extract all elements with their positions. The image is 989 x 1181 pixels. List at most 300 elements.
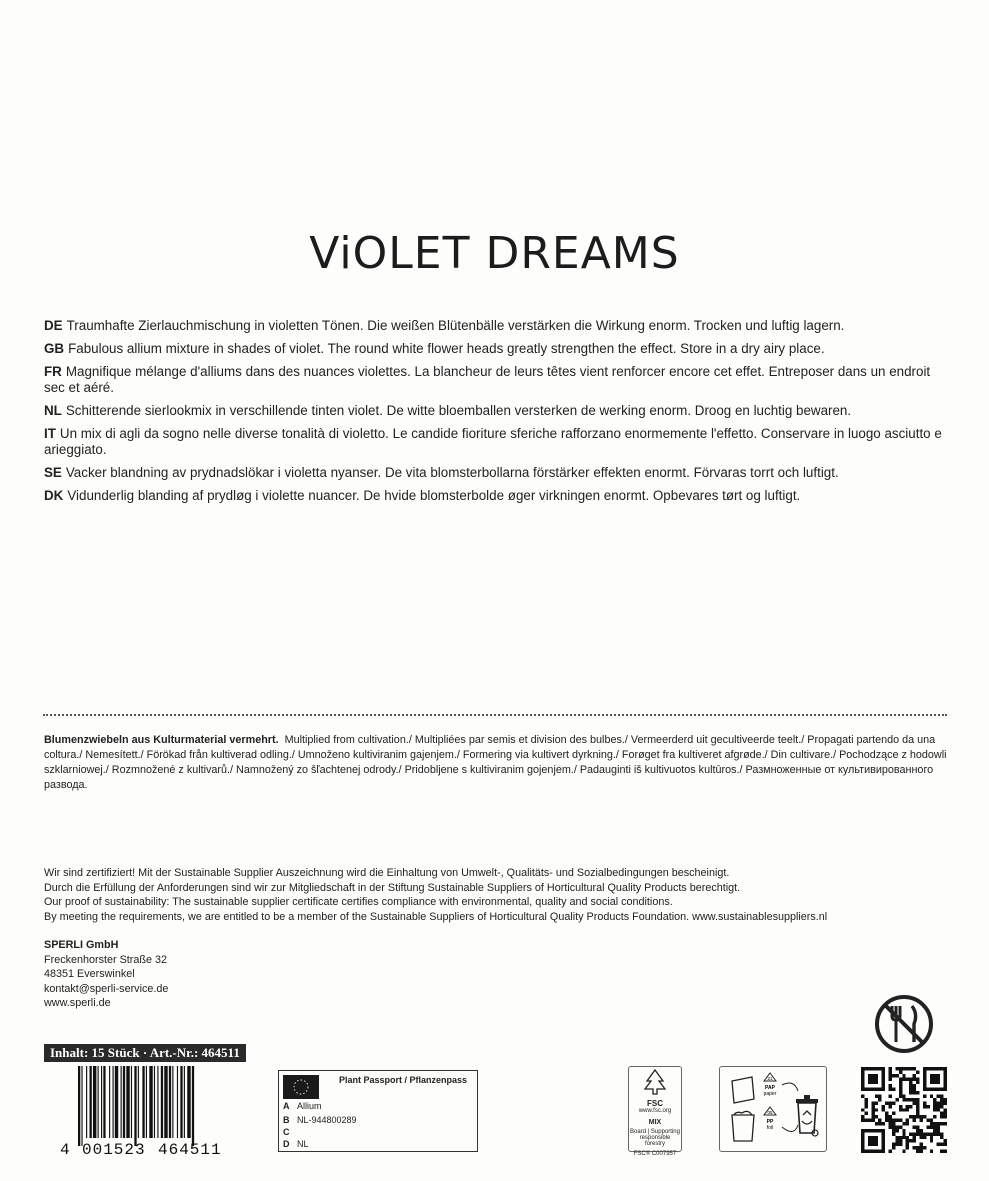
qr-module [861, 1088, 864, 1091]
qr-module [892, 1132, 895, 1135]
qr-module [889, 1077, 892, 1080]
description-it [44, 426, 949, 458]
qr-module [895, 1136, 898, 1139]
qr-module [906, 1119, 909, 1122]
qr-module [902, 1067, 905, 1070]
qr-module [861, 1136, 864, 1139]
qr-module [930, 1125, 933, 1128]
certification-line: Our proof of sustainability: The sustainable supplier certificate certifies compliance with environmental, quality and social conditions. [44, 896, 673, 908]
qr-module [909, 1077, 912, 1080]
qr-module [909, 1088, 912, 1091]
qr-module [899, 1136, 902, 1139]
qr-module [871, 1088, 874, 1091]
passport-row-d [283, 1139, 309, 1149]
qr-module [882, 1074, 885, 1077]
barcode-bar [86, 1066, 87, 1138]
qr-module [899, 1067, 902, 1070]
qr-module [933, 1088, 936, 1091]
qr-module [944, 1067, 947, 1070]
qr-module [933, 1105, 936, 1108]
fsc-code: FSC® C007957 [633, 1151, 677, 1157]
qr-module [875, 1081, 878, 1084]
qr-module [868, 1136, 871, 1139]
qr-module [906, 1067, 909, 1070]
qr-module [899, 1139, 902, 1142]
qr-module [864, 1119, 867, 1122]
qr-module [940, 1101, 943, 1104]
qr-module [902, 1136, 905, 1139]
qr-module [937, 1081, 940, 1084]
qr-module [940, 1115, 943, 1118]
qr-module [937, 1077, 940, 1080]
qr-module [926, 1067, 929, 1070]
qr-module [909, 1091, 912, 1094]
qr-module [882, 1084, 885, 1087]
qr-module [923, 1067, 926, 1070]
qr-module [916, 1129, 919, 1132]
description-fr [44, 364, 949, 396]
qr-module [899, 1105, 902, 1108]
qr-module [871, 1081, 874, 1084]
qr-module [937, 1101, 940, 1104]
qr-module [861, 1108, 864, 1111]
qr-module [909, 1081, 912, 1084]
foil-recycle-number: 05 [767, 1110, 773, 1115]
barcode-digits-right: 464511 [158, 1141, 222, 1156]
barcode-bar [161, 1066, 163, 1138]
qr-module [889, 1101, 892, 1104]
certification-line: By meeting the requirements, we are entitled to be a member of the Sustainable Suppliers of Horticultural Quality Products Foundation. www.sustainablesuppliers.nl [44, 910, 828, 923]
qr-module [923, 1077, 926, 1080]
qr-module [892, 1074, 895, 1077]
qr-module [944, 1143, 947, 1146]
qr-module [944, 1150, 947, 1153]
qr-module [871, 1101, 874, 1104]
barcode-bar [109, 1066, 110, 1138]
plant-passport [278, 1070, 478, 1152]
qr-module [892, 1143, 895, 1146]
qr-module [923, 1105, 926, 1108]
qr-module [861, 1115, 864, 1118]
qr-module [864, 1105, 867, 1108]
qr-module [885, 1119, 888, 1122]
qr-module [916, 1070, 919, 1073]
fsc-mix: MIX [648, 1119, 662, 1126]
qr-module [889, 1105, 892, 1108]
paper-label: paper [763, 1091, 777, 1097]
qr-module [861, 1077, 864, 1080]
recycle-bin-icon [796, 1095, 818, 1136]
qr-module [889, 1150, 892, 1153]
qr-module [906, 1146, 909, 1149]
arrow-icon [782, 1083, 798, 1091]
qr-module [864, 1150, 867, 1153]
qr-module [923, 1084, 926, 1087]
eu-flag-icon [283, 1075, 319, 1099]
qr-module [892, 1101, 895, 1104]
paper-sleeve-icon [732, 1077, 754, 1103]
qr-module [916, 1105, 919, 1108]
qr-module [906, 1108, 909, 1111]
qr-module [919, 1150, 922, 1153]
qr-module [878, 1067, 881, 1070]
qr-module [933, 1115, 936, 1118]
qr-module [926, 1105, 929, 1108]
qr-module [902, 1129, 905, 1132]
qr-module [930, 1088, 933, 1091]
qr-module [940, 1150, 943, 1153]
foil-code: PP [766, 1119, 774, 1125]
qr-module [868, 1088, 871, 1091]
qr-module [899, 1119, 902, 1122]
passport-key: B [283, 1115, 290, 1125]
qr-module [875, 1136, 878, 1139]
certification-line: Wir sind zertifiziert! Mit der Sustainable Supplier Auszeichnung wird die Einhaltung von Umwelt-, Qualitäts- und Sozialbedingungen bescheinigt. [44, 867, 730, 879]
qr-module [940, 1088, 943, 1091]
barcode [58, 1066, 238, 1156]
qr-module [899, 1081, 902, 1084]
qr-module [899, 1088, 902, 1091]
qr-module [909, 1098, 912, 1101]
barcode-bar [142, 1066, 144, 1138]
language-code: FR [44, 364, 62, 379]
qr-module [913, 1067, 916, 1070]
qr-module [944, 1084, 947, 1087]
qr-module [944, 1074, 947, 1077]
barcode-bar [126, 1066, 129, 1138]
certification-note [44, 866, 949, 924]
qr-module [882, 1067, 885, 1070]
qr-module [940, 1067, 943, 1070]
qr-module [919, 1129, 922, 1132]
qr-module [892, 1125, 895, 1128]
qr-module [878, 1095, 881, 1098]
qr-module [940, 1143, 943, 1146]
language-code: IT [44, 426, 56, 441]
qr-module [895, 1074, 898, 1077]
qr-module [913, 1146, 916, 1149]
qr-module [889, 1125, 892, 1128]
qr-module [861, 1119, 864, 1122]
description-se [44, 465, 949, 481]
qr-module [875, 1115, 878, 1118]
qr-module [933, 1074, 936, 1077]
barcode-bar [98, 1066, 99, 1138]
qr-module [882, 1136, 885, 1139]
qr-module [882, 1105, 885, 1108]
address-web: www.sperli.de [44, 997, 111, 1009]
barcode-bar [177, 1066, 178, 1138]
description-de [44, 318, 949, 334]
qr-module [923, 1095, 926, 1098]
address-street: Freckenhorster Straße 32 [44, 953, 168, 966]
qr-module [875, 1088, 878, 1091]
qr-module [875, 1139, 878, 1142]
qr-module [913, 1074, 916, 1077]
description-gb [44, 341, 949, 357]
language-code: DK [44, 488, 64, 503]
qr-module [916, 1091, 919, 1094]
qr-module [861, 1143, 864, 1146]
qr-module [875, 1067, 878, 1070]
qr-module [864, 1088, 867, 1091]
barcode-bar [115, 1066, 118, 1138]
qr-module [930, 1132, 933, 1135]
qr-module [923, 1132, 926, 1135]
qr-module [868, 1119, 871, 1122]
barcode-bar [187, 1066, 190, 1138]
qr-module [937, 1132, 940, 1135]
qr-module [871, 1074, 874, 1077]
qr-module [882, 1139, 885, 1142]
qr-module [944, 1101, 947, 1104]
qr-module [889, 1122, 892, 1125]
qr-module [913, 1088, 916, 1091]
description-dk [44, 488, 949, 504]
qr-module [913, 1077, 916, 1080]
qr-module [899, 1108, 902, 1111]
passport-row-b [283, 1115, 357, 1125]
qr-module [933, 1108, 936, 1111]
qr-module [871, 1112, 874, 1115]
qr-module [916, 1098, 919, 1101]
qr-module [902, 1108, 905, 1111]
qr-module [923, 1136, 926, 1139]
barcode-bar [157, 1066, 158, 1138]
qr-module [919, 1136, 922, 1139]
address-email: kontakt@sperli-service.de [44, 982, 169, 995]
foil-label: foil [766, 1125, 774, 1131]
qr-module [909, 1067, 912, 1070]
qr-module [875, 1129, 878, 1132]
qr-module [902, 1098, 905, 1101]
qr-module [944, 1115, 947, 1118]
barcode-bar [134, 1066, 136, 1146]
qr-module [868, 1074, 871, 1077]
qr-code [861, 1067, 947, 1153]
description-nl [44, 403, 949, 419]
content-label: Inhalt: 15 Stück · Art.-Nr.: 464511 [44, 1044, 246, 1062]
barcode-bar [81, 1066, 82, 1146]
qr-module [882, 1122, 885, 1125]
qr-module [878, 1088, 881, 1091]
qr-module [889, 1084, 892, 1087]
qr-module [889, 1115, 892, 1118]
qr-module [878, 1122, 881, 1125]
qr-module [875, 1122, 878, 1125]
language-code: GB [44, 341, 65, 356]
qr-module [916, 1077, 919, 1080]
qr-module [937, 1122, 940, 1125]
qr-module [933, 1129, 936, 1132]
qr-module [944, 1098, 947, 1101]
qr-module [906, 1098, 909, 1101]
qr-module [875, 1108, 878, 1111]
qr-module [892, 1119, 895, 1122]
qr-module [861, 1081, 864, 1084]
qr-module [889, 1070, 892, 1073]
language-code: SE [44, 465, 62, 480]
qr-module [944, 1081, 947, 1084]
barcode-bar [103, 1066, 105, 1138]
qr-module [940, 1105, 943, 1108]
cultivation-text: Multiplied from cultivation./ Multipliées par semis et division des bulbes./ Vermeerderd uit gecultiveerde teelt./ Propagati partendo da una coltura./ Nemesített./ Förökad från kultiverad odling./ Umnoženo kultiviranim gajenjem./ Formering via kultivert dyrkning./ Forøget fra kultiveret afgrøde./ Din cultivare./ Pochodzące z hodowli szklarniowej./ Rozmnožené z kultivarů./ Namnožený zo šľachtenej odrody./ Pridobljene s kultiviranim gojenjem./ Padauginti iš kultivuotos kultūros./ Размноженные от культивированного развода. [44, 734, 947, 791]
qr-module [937, 1129, 940, 1132]
qr-module [895, 1067, 898, 1070]
qr-module [937, 1088, 940, 1091]
qr-module [906, 1105, 909, 1108]
qr-module [875, 1095, 878, 1098]
paper-code: PAP [765, 1085, 775, 1091]
qr-module [916, 1132, 919, 1135]
qr-module [875, 1077, 878, 1080]
barcode-bar [90, 1066, 92, 1138]
qr-module [916, 1146, 919, 1149]
qr-module [940, 1095, 943, 1098]
barcode-digits-left: 001523 [82, 1141, 146, 1156]
qr-module [919, 1143, 922, 1146]
qr-module [933, 1098, 936, 1101]
qr-module [882, 1132, 885, 1135]
qr-module [895, 1143, 898, 1146]
passport-title: Plant Passport / Pflanzenpass [339, 1075, 468, 1085]
certification-line: Durch die Erfüllung der Anforderungen sind wir zur Mitgliedschaft in der Stiftung Sustainable Suppliers of Horticultural Quality Products berechtigt. [44, 881, 741, 894]
company-name: SPERLI GmbH [44, 939, 119, 951]
recycling-info [719, 1066, 827, 1152]
barcode-bar [172, 1066, 173, 1138]
barcode-bar [149, 1066, 152, 1138]
qr-module [926, 1088, 929, 1091]
paper-recycle-number: 21 [767, 1076, 773, 1081]
qr-module [923, 1101, 926, 1104]
qr-module [889, 1074, 892, 1077]
qr-module [861, 1095, 864, 1098]
qr-module [933, 1067, 936, 1070]
qr-module [868, 1129, 871, 1132]
qr-module [875, 1101, 878, 1104]
description-text: Schitterende sierlookmix in verschillende tinten violet. De witte bloemballen versterken de werking enorm. Droog en luchtig bewaren. [65, 403, 852, 418]
qr-module [913, 1115, 916, 1118]
product-title: ViOLET DREAMS [309, 228, 680, 279]
qr-module [933, 1081, 936, 1084]
qr-module [940, 1098, 943, 1101]
qr-module [940, 1122, 943, 1125]
qr-module [892, 1129, 895, 1132]
cultivation-note [44, 733, 949, 793]
description-list [44, 318, 949, 511]
qr-module [902, 1074, 905, 1077]
qr-module [930, 1122, 933, 1125]
fsc-line1: Board | Supporting [630, 1129, 680, 1135]
qr-module [878, 1129, 881, 1132]
qr-module [882, 1143, 885, 1146]
qr-module [871, 1143, 874, 1146]
qr-module [926, 1125, 929, 1128]
barcode-bar [78, 1066, 80, 1146]
qr-module [864, 1129, 867, 1132]
qr-module [909, 1139, 912, 1142]
qr-module [913, 1084, 916, 1087]
qr-module [864, 1098, 867, 1101]
qr-module [930, 1139, 933, 1142]
qr-module [885, 1101, 888, 1104]
qr-module [940, 1132, 943, 1135]
qr-module [899, 1125, 902, 1128]
qr-module [906, 1122, 909, 1125]
qr-module [909, 1105, 912, 1108]
qr-module [926, 1119, 929, 1122]
qr-module [940, 1112, 943, 1115]
qr-module [871, 1119, 874, 1122]
qr-module [916, 1150, 919, 1153]
qr-module [906, 1136, 909, 1139]
qr-module [885, 1112, 888, 1115]
barcode-bar [131, 1066, 132, 1138]
qr-module [895, 1129, 898, 1132]
qr-module [930, 1081, 933, 1084]
barcode-bar [180, 1066, 182, 1138]
qr-module [871, 1115, 874, 1118]
qr-module [861, 1146, 864, 1149]
description-text: Fabulous allium mixture in shades of violet. The round white flower heads greatly strengthen the effect. Store in a dry airy place. [68, 341, 825, 356]
qr-module [871, 1139, 874, 1142]
qr-module [933, 1122, 936, 1125]
barcode-bar [184, 1066, 185, 1138]
address-city: 48351 Everswinkel [44, 968, 135, 980]
qr-module [899, 1091, 902, 1094]
fsc-name: FSC [647, 1099, 663, 1108]
bag-icon [732, 1111, 754, 1141]
language-code: NL [44, 403, 62, 418]
fsc-tree-icon [629, 1067, 681, 1097]
qr-module [930, 1067, 933, 1070]
qr-module [861, 1070, 864, 1073]
qr-module [892, 1088, 895, 1091]
passport-value: Allium [297, 1101, 322, 1111]
qr-module [926, 1132, 929, 1135]
passport-value: NL-944800289 [297, 1115, 357, 1125]
qr-module [909, 1132, 912, 1135]
description-text: Vidunderlig blanding af prydløg i violette nuancer. De hvide blomsterbolde øger virkningen enormt. Opbevares tørt og luftigt. [67, 488, 801, 503]
qr-module [882, 1150, 885, 1153]
barcode-bar [169, 1066, 171, 1138]
qr-module [892, 1146, 895, 1149]
qr-module [889, 1088, 892, 1091]
barcode-bar [101, 1066, 102, 1138]
description-text: Traumhafte Zierlauchmischung in violetten Tönen. Die weißen Blütenbälle verstärken die Wirkung enorm. Trocken und luftig lagern. [66, 318, 845, 333]
qr-module [933, 1077, 936, 1080]
qr-module [889, 1067, 892, 1070]
qr-module [868, 1139, 871, 1142]
qr-module [937, 1067, 940, 1070]
qr-module [913, 1136, 916, 1139]
barcode-bar [121, 1066, 122, 1138]
qr-module [895, 1098, 898, 1101]
barcode-bar [154, 1066, 155, 1138]
qr-module [899, 1084, 902, 1087]
qr-module [937, 1143, 940, 1146]
qr-module [913, 1119, 916, 1122]
qr-module [944, 1139, 947, 1142]
description-text: Un mix di agli da sogno nelle diverse tonalità di violetto. Le candide fioriture sferiche rafforzano enormemente l'effetto. Conservare in luogo asciutto e arieggiato. [44, 426, 942, 457]
passport-value: NL [297, 1139, 309, 1149]
qr-module [937, 1105, 940, 1108]
qr-module [889, 1095, 892, 1098]
qr-module [871, 1136, 874, 1139]
description-text: Magnifique mélange d'alliums dans des nuances violettes. La blancheur de leurs têtes vient renforcer encore cet effet. Entreposer dans un endroit sec et aéré. [44, 364, 931, 395]
qr-module [923, 1074, 926, 1077]
barcode-bar [93, 1066, 96, 1138]
